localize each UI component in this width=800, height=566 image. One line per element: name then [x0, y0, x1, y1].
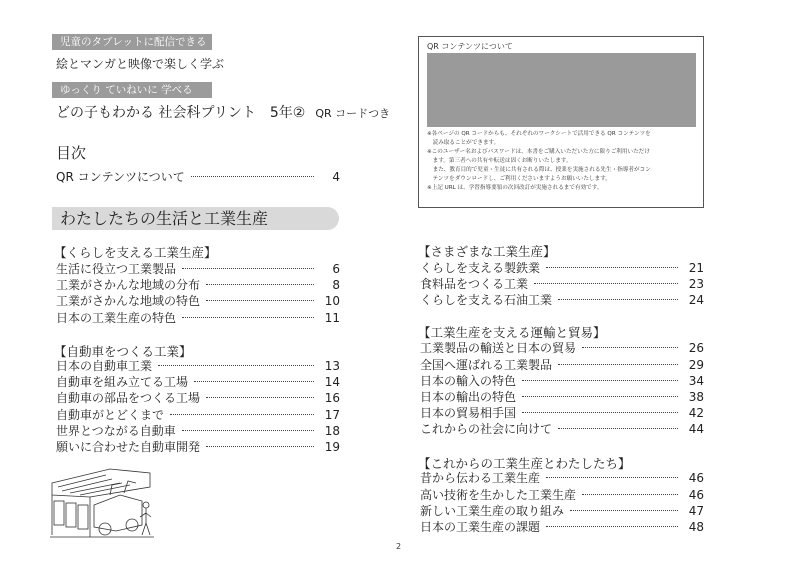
toc-entry[interactable] — [420, 518, 704, 536]
leader-dots — [194, 381, 314, 382]
toc-entry[interactable] — [56, 389, 340, 407]
leader-dots — [158, 365, 314, 366]
section-heading: 【工業生産を支える運輸と貿易】 — [418, 325, 606, 340]
toc-heading: 目次 — [56, 144, 87, 162]
leader-dots — [522, 396, 678, 397]
book-title-text: どの子もわかる 社会科プリント 5年② — [56, 105, 306, 121]
toc-entry-label: 自動車がとどくまで — [56, 408, 165, 422]
toc-entry-page: 21 — [688, 261, 704, 275]
toc-entry-label: 世界とつながる自動車 — [56, 424, 176, 438]
feature-subline: 絵とマンガと映像で楽しく学ぶ — [56, 57, 225, 71]
toc-entry-label: 生活に役立つ工業製品 — [56, 262, 177, 276]
toc-entry-label: 高い技術を生かした工業生産 — [420, 488, 577, 502]
toc-entry-page: 23 — [688, 277, 704, 291]
feature-tag-slow: ゆっくり ていねいに 学べる — [52, 82, 212, 98]
toc-entry[interactable] — [56, 292, 340, 310]
leader-dots — [182, 317, 314, 318]
toc-entry-label: くらしを支える石油工業 — [420, 293, 553, 307]
leader-dots — [206, 284, 314, 285]
book-title-qr-label: QR コードつき — [315, 107, 391, 120]
section-heading: 【くらしを支える工業生産】 — [54, 245, 217, 260]
leader-dots — [558, 428, 678, 429]
qr-credentials-placeholder — [427, 53, 696, 127]
factory-robot-illustration — [50, 465, 155, 541]
qr-note-line: ※各ページの QR コードからも、それぞれのワークシートで活用できる QR コンテンツを — [427, 131, 651, 137]
toc-entry[interactable] — [56, 438, 340, 456]
leader-dots — [558, 364, 678, 365]
toc-entry-label: 自動車を組み立てる工場 — [56, 375, 189, 389]
toc-entry-page: 8 — [332, 278, 340, 292]
toc-entry-label: QR コンテンツについて — [56, 170, 185, 184]
toc-entry-page: 38 — [688, 390, 704, 404]
toc-entry-label: 願いに合わせた自動車開発 — [56, 440, 201, 454]
toc-entry-label: 工業がさかんな地域の特色 — [56, 294, 201, 308]
leader-dots — [191, 176, 314, 177]
section-heading: 【さまざまな工業生産】 — [418, 244, 556, 259]
toc-entry-page: 26 — [688, 341, 704, 355]
toc-entry-page: 18 — [324, 424, 340, 438]
unit-banner: わたしたちの生活と工業生産 — [52, 207, 339, 230]
toc-entry-page: 29 — [688, 358, 704, 372]
toc-entry-label: これからの社会に向けて — [420, 422, 553, 436]
leader-dots — [206, 446, 314, 447]
leader-dots — [534, 283, 678, 284]
toc-entry-page: 6 — [332, 262, 340, 276]
leader-dots — [182, 268, 314, 269]
leader-dots — [546, 267, 678, 268]
leader-dots — [582, 347, 678, 348]
qr-note-line: 読み取ることができます。 — [427, 140, 500, 146]
toc-entry-page: 4 — [332, 170, 340, 184]
toc-entry-label: 日本の輸入の特色 — [420, 374, 517, 388]
toc-entry-label: 日本の工業生産の課題 — [420, 520, 541, 534]
toc-entry-page: 16 — [324, 391, 340, 405]
toc-entry-page: 46 — [688, 488, 704, 502]
toc-entry-label: 新しい工業生産の取り組み — [420, 504, 565, 518]
toc-entry[interactable] — [420, 339, 704, 357]
toc-entry-page: 42 — [688, 406, 704, 420]
toc-entry-page: 17 — [324, 408, 340, 422]
qr-box-title: QR コンテンツについて — [427, 42, 513, 51]
qr-note-line: ※上記 URL は、学習指導要領の次回改訂が実施されるまで有効です。 — [427, 185, 603, 191]
section-heading: 【これからの工業生産とわたしたち】 — [418, 456, 631, 471]
qr-note-line: テンツをダウンロードし、ご利用くださいますようお願いいたします。 — [427, 176, 611, 182]
toc-entry-page: 10 — [324, 294, 340, 308]
toc-entry-label: 日本の自動車工業 — [56, 359, 153, 373]
toc-entry-label: 全国へ運ばれる工業製品 — [420, 358, 553, 372]
qr-note-line: ※このユーザー名およびパスワードは、本書をご購入いただいた方に限りご利用いただけ — [427, 149, 650, 155]
toc-entry-page: 14 — [324, 375, 340, 389]
toc-entry-page: 48 — [688, 520, 704, 534]
leader-dots — [546, 477, 678, 478]
toc-entry-page: 46 — [688, 471, 704, 485]
toc-entry-label: 工業製品の輸送と日本の貿易 — [420, 341, 577, 355]
qr-notes — [427, 130, 699, 193]
toc-entry-page: 44 — [688, 422, 704, 436]
toc-entry[interactable] — [56, 309, 340, 327]
toc-entry[interactable] — [420, 420, 704, 438]
toc-entry-label: 自動車の部品をつくる工場 — [56, 391, 201, 405]
toc-entry-qr[interactable] — [56, 168, 340, 186]
qr-note-line: また、教育目的で児童・生徒に共有される際は、授業を実施される先生・指導者がコン — [427, 167, 651, 173]
toc-entry-label: くらしを支える製鉄業 — [420, 261, 541, 275]
toc-entry-page: 11 — [324, 311, 340, 325]
page-number: 2 — [396, 542, 402, 551]
book-title — [56, 102, 390, 122]
leader-dots — [206, 300, 314, 301]
leader-dots — [582, 494, 678, 495]
toc-entry-page: 13 — [324, 359, 340, 373]
leader-dots — [182, 430, 314, 431]
feature-tag-tablet: 児童のタブレットに配信できる — [52, 34, 212, 50]
toc-entry-label: 日本の工業生産の特色 — [56, 311, 177, 325]
toc-entry[interactable] — [420, 469, 704, 487]
toc-entry-page: 19 — [324, 440, 340, 454]
leader-dots — [522, 380, 678, 381]
leader-dots — [170, 414, 314, 415]
toc-entry-page: 47 — [688, 504, 704, 518]
toc-entry-label: 食料品をつくる工業 — [420, 277, 529, 291]
leader-dots — [558, 299, 678, 300]
toc-entry-page: 24 — [688, 293, 704, 307]
leader-dots — [570, 510, 678, 511]
toc-entry-label: 日本の輸出の特色 — [420, 390, 517, 404]
toc-entry-page: 34 — [688, 374, 704, 388]
leader-dots — [206, 397, 314, 398]
toc-entry-label: 日本の貿易相手国 — [420, 406, 517, 420]
qr-content-box — [418, 36, 704, 208]
leader-dots — [546, 526, 678, 527]
toc-entry[interactable] — [420, 291, 704, 309]
toc-entry-label: 昔から伝わる工業生産 — [420, 471, 541, 485]
leader-dots — [522, 412, 678, 413]
qr-note-line: ます。第三者への共有や転送は固くお断りいたします。 — [427, 158, 572, 164]
toc-entry-label: 工業がさかんな地域の分布 — [56, 278, 201, 292]
section-heading: 【自動車をつくる工業】 — [54, 344, 192, 359]
